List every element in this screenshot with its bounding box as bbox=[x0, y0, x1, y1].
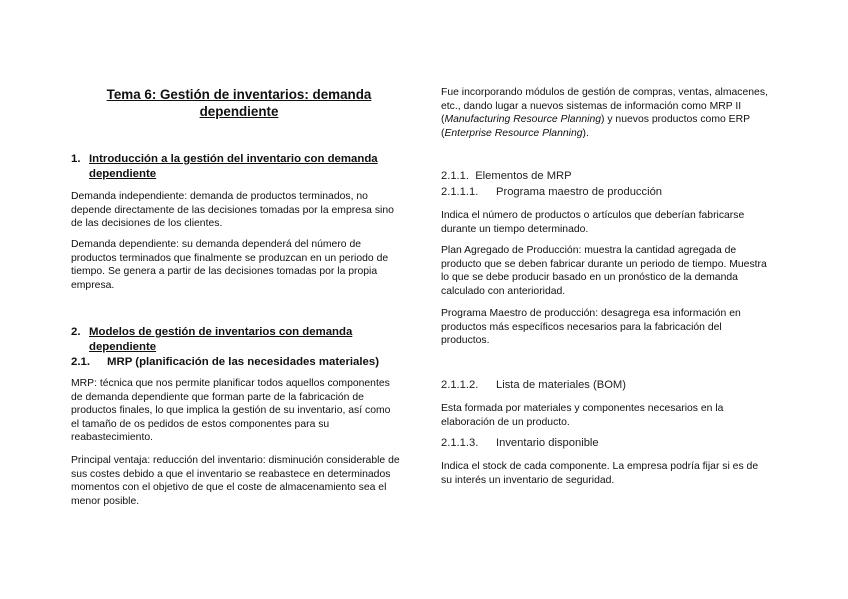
subsection-2-1-1-3-number: 2.1.1.3. bbox=[441, 437, 479, 449]
intro-text-1: Fue incorporando módulos de gestión de compras, ventas, almacenes, etc., dando lugar a nuevos sistemas de información como MRP II ( bbox=[441, 87, 768, 126]
subsection-2-1-heading bbox=[71, 355, 411, 369]
section-1-paragraph-1: Demanda independiente: demanda de productos terminados, no depende directamente de las decisiones tomadas por la empresa sino de las decisiones de los clientes. bbox=[71, 191, 394, 230]
section-1-title: Introducción a la gestión del inventario con demanda dependiente bbox=[89, 153, 378, 180]
subsection-2-1-1-2-heading bbox=[441, 378, 771, 392]
inventario-disponible-paragraph: Indica el stock de cada componente. La empresa podría fijar si es de su interés un inventario de seguridad. bbox=[441, 461, 759, 486]
intro-paragraph bbox=[441, 86, 773, 140]
subsection-2-1-paragraph-1: MRP: técnica que nos permite planificar todos aquellos componentes de demanda dependiente que forman parte de la fabricación de productos finales, lo que implica la gestión de su inventario, así como el tamaño de os pedidos de estos componentes para su reabastecimiento. bbox=[71, 378, 391, 444]
programa-maestro-paragraph-2: Plan Agregado de Producción: muestra la cantidad agregada de producto que se deben fabricar durante un periodo de tiempo. Muestra lo que se debe producir basado en un pronóstico de la demanda calculado con anterioridad. bbox=[441, 245, 767, 297]
subsection-2-1-1-3-title: Inventario disponible bbox=[496, 437, 599, 449]
programa-maestro-paragraph-1: Indica el número de productos o artículos que deberían fabricarse durante un tiempo determinado. bbox=[441, 210, 745, 235]
section-2-heading bbox=[71, 325, 401, 354]
section-2-title: Modelos de gestión de inventarios con demanda dependiente bbox=[89, 326, 353, 353]
subsection-2-1-1-1-title: Programa maestro de producción bbox=[496, 186, 663, 198]
lista-materiales-paragraph: Esta formada por materiales y componentes necesarios en la elaboración de un producto. bbox=[441, 403, 724, 428]
intro-text-3: ). bbox=[582, 127, 589, 139]
term-erp: Enterprise Resource Planning bbox=[444, 127, 583, 139]
programa-maestro-paragraph-3: Programa Maestro de producción: desagrega esa información en productos más específicos necesarios para la fabricación del productos. bbox=[441, 308, 741, 347]
subsection-2-1-1-2-number: 2.1.1.2. bbox=[441, 379, 479, 391]
intro-text-2: ) y nuevos productos como ERP ( bbox=[441, 114, 750, 139]
subsection-2-1-number: 2.1. bbox=[71, 356, 90, 368]
subsection-2-1-1-heading bbox=[441, 169, 771, 183]
section-1-paragraph-2: Demanda dependiente: su demanda dependerá del número de productos terminados que finalmente se produzcan en un periodo de tiempo. Se genera a partir de las decisiones tomadas por la propia empresa. bbox=[71, 239, 389, 291]
subsection-2-1-1-2-title: Lista de materiales (BOM) bbox=[496, 379, 626, 391]
subsection-2-1-1-3-heading bbox=[441, 436, 771, 450]
subsection-2-1-title: MRP (planificación de las necesidades materiales) bbox=[107, 356, 380, 368]
section-1-heading bbox=[71, 152, 401, 181]
section-1-number: 1. bbox=[71, 153, 81, 165]
subsection-2-1-1-1-number: 2.1.1.1. bbox=[441, 186, 479, 198]
section-2-number: 2. bbox=[71, 326, 81, 338]
page-title: Tema 6: Gestión de inventarios: demanda dependiente bbox=[106, 87, 372, 119]
term-mrp2: Manufacturing Resource Planning bbox=[444, 114, 601, 126]
subsection-2-1-paragraph-2: Principal ventaja: reducción del inventario: disminución considerable de sus costes debido a que el inventario se reabastece en determinados momentos con el objetivo de que el coste de almacenamiento sea el menor posible. bbox=[71, 455, 400, 507]
subsection-2-1-1-number: 2.1.1. bbox=[441, 170, 469, 182]
subsection-2-1-1-title: Elementos de MRP bbox=[475, 170, 572, 182]
subsection-2-1-1-1-heading bbox=[441, 185, 771, 199]
